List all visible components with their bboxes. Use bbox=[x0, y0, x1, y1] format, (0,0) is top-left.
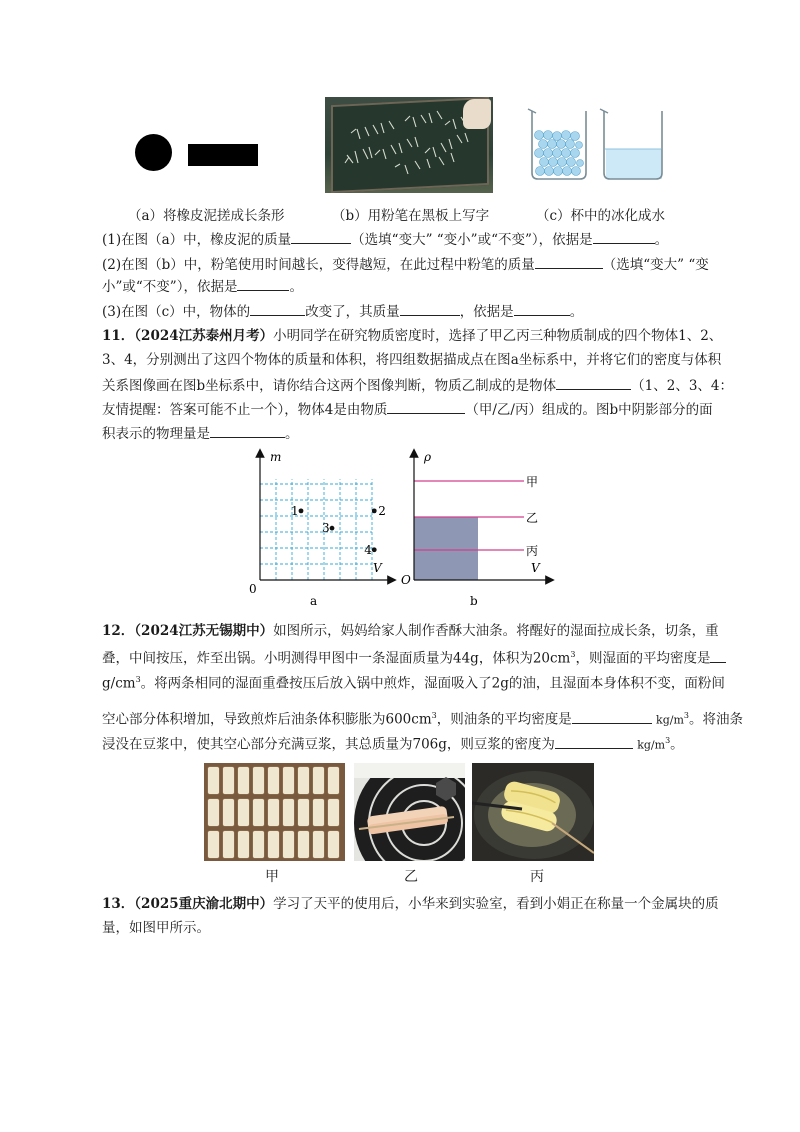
graph-a-caption: a bbox=[310, 594, 318, 608]
clay-ball bbox=[135, 134, 172, 171]
data-point-label-2: 2 bbox=[378, 503, 386, 518]
q11-line-2: 3、4，分别测出了这四个物体的质量和体积，将四组数据描成点在图a坐标系中，并将它们的密度与体积 bbox=[102, 352, 722, 368]
photo-caption-yi: 乙 bbox=[404, 869, 418, 885]
graph-b bbox=[398, 447, 558, 617]
q12-line-3: $g/cm^3$。将两条相同的湿面重叠按压后放入锅中煎炸，湿面吸入了2g的油，且湿面本身体积不变，面粉间 bbox=[102, 675, 725, 692]
axis-label-rho: ρ bbox=[424, 450, 432, 464]
q12-line-2: 叠，中间按压，炸至出锅。小明测得甲图中一条湿面质量为44g，体积为$20cm^3$，则湿面的平均密度是 bbox=[102, 645, 726, 669]
caption-a: （a）将橡皮泥搓成长条形 bbox=[128, 208, 285, 224]
answer-blank[interactable] bbox=[555, 734, 633, 749]
density-line-label: 乙 bbox=[526, 511, 539, 525]
answer-blank[interactable] bbox=[237, 276, 289, 291]
photo-caption-jia: 甲 bbox=[265, 869, 279, 885]
beaker-water bbox=[600, 109, 662, 179]
q13-line-1: 13．（2025重庆渝北期中）学习了天平的使用后，小华来到实验室，看到小娟正在称量一个金属块的质 bbox=[102, 896, 719, 912]
beaker-ice bbox=[528, 109, 586, 179]
shaded-area bbox=[414, 517, 478, 580]
data-point-1 bbox=[299, 508, 304, 513]
origin-label: O bbox=[401, 573, 411, 587]
figure-b-blackboard bbox=[325, 97, 493, 193]
grid bbox=[260, 479, 372, 580]
data-point-4 bbox=[372, 547, 377, 552]
answer-blank[interactable] bbox=[291, 229, 351, 244]
density-line-label: 甲 bbox=[526, 475, 539, 489]
q10-line-4: (3)在图（c）中，物体的 改变了，其质量 ，依据是 。 bbox=[102, 301, 583, 322]
answer-blank[interactable] bbox=[250, 301, 305, 316]
origin-label: 0 bbox=[249, 582, 257, 596]
density-line-label: 丙 bbox=[526, 544, 539, 558]
answer-blank[interactable] bbox=[210, 423, 285, 438]
axis-label-m: m bbox=[270, 450, 282, 464]
q10-line-2: (2)在图（b）中，粉笔使用时间越长，变得越短，在此过程中粉笔的质量 （选填“变大” “变 bbox=[102, 254, 709, 275]
answer-blank[interactable] bbox=[400, 301, 460, 316]
caption-c: （c）杯中的冰化成水 bbox=[536, 208, 666, 224]
clay-strip bbox=[188, 144, 258, 166]
q10-line-1: (1)在图（a）中，橡皮泥的质量 （选填“变大” “变小”或“不变”），依据是 。 bbox=[102, 229, 668, 250]
answer-blank[interactable] bbox=[535, 254, 603, 269]
data-point-3 bbox=[330, 526, 335, 531]
q12-line-1: 12．（2024江苏无锡期中）如图所示，妈妈给家人制作香酥大油条。将醒好的湿面拉成长条，切条，重 bbox=[102, 623, 719, 639]
data-point-label-1: 1 bbox=[291, 503, 299, 518]
caption-b: （b）用粉笔在黑板上写字 bbox=[332, 208, 490, 224]
q11-source: （2024江苏泰州月考） bbox=[134, 328, 274, 344]
q11-line-1: 11．（2024江苏泰州月考）小明同学在研究物质密度时，选择了甲乙丙三种物质制成的四个物体1、2、 bbox=[102, 328, 723, 344]
q11-line-5: 积表示的物理量是 。 bbox=[102, 423, 299, 444]
photo-dough-strips bbox=[204, 763, 345, 861]
axis-label-v: V bbox=[531, 561, 540, 575]
answer-blank[interactable] bbox=[572, 709, 652, 724]
q10-line-3: 小”或“不变”），依据是 。 bbox=[102, 276, 303, 297]
q12-line-4: 空心部分体积增加，导致煎炸后油条体积膨胀为$600cm^3$，则油条的平均密度是 $kg/m^3$。将油条 bbox=[102, 706, 743, 731]
q13-line-2: 量，如图甲所示。 bbox=[102, 920, 210, 936]
q11-line-3: 关系图像画在图b坐标系中，请你结合这两个图像判断，物质乙制成的是物体 （1、2、3、4： bbox=[102, 375, 733, 396]
answer-blank[interactable] bbox=[387, 399, 465, 414]
answer-blank[interactable] bbox=[710, 648, 726, 663]
q11-line-4: 友情提醒：答案可能不止一个），物体4是由物质 （甲/乙/丙）组成的。图b中阴影部分的面 bbox=[102, 399, 713, 420]
answer-blank[interactable] bbox=[556, 375, 631, 390]
q12-source: （2024江苏无锡期中） bbox=[134, 623, 274, 639]
data-point-label-4: 4 bbox=[364, 542, 372, 557]
answer-blank[interactable] bbox=[593, 229, 655, 244]
photo-caption-bing: 丙 bbox=[530, 869, 544, 885]
data-point-label-3: 3 bbox=[322, 521, 330, 536]
hand bbox=[463, 99, 491, 129]
graph-a bbox=[240, 447, 400, 617]
q13-source: （2025重庆渝北期中） bbox=[134, 896, 274, 912]
graph-b-caption: b bbox=[470, 594, 478, 608]
q12-line-5: 浸没在豆浆中，使其空心部分充满豆浆，其总质量为706g，则豆浆的密度为 $kg/m^3$。 bbox=[102, 731, 684, 756]
photo-pressing-dough bbox=[354, 763, 465, 861]
axis-label-v: V bbox=[373, 561, 382, 575]
answer-blank[interactable] bbox=[514, 301, 570, 316]
data-point-2 bbox=[372, 508, 377, 513]
photo-frying-youtiao bbox=[472, 763, 594, 861]
